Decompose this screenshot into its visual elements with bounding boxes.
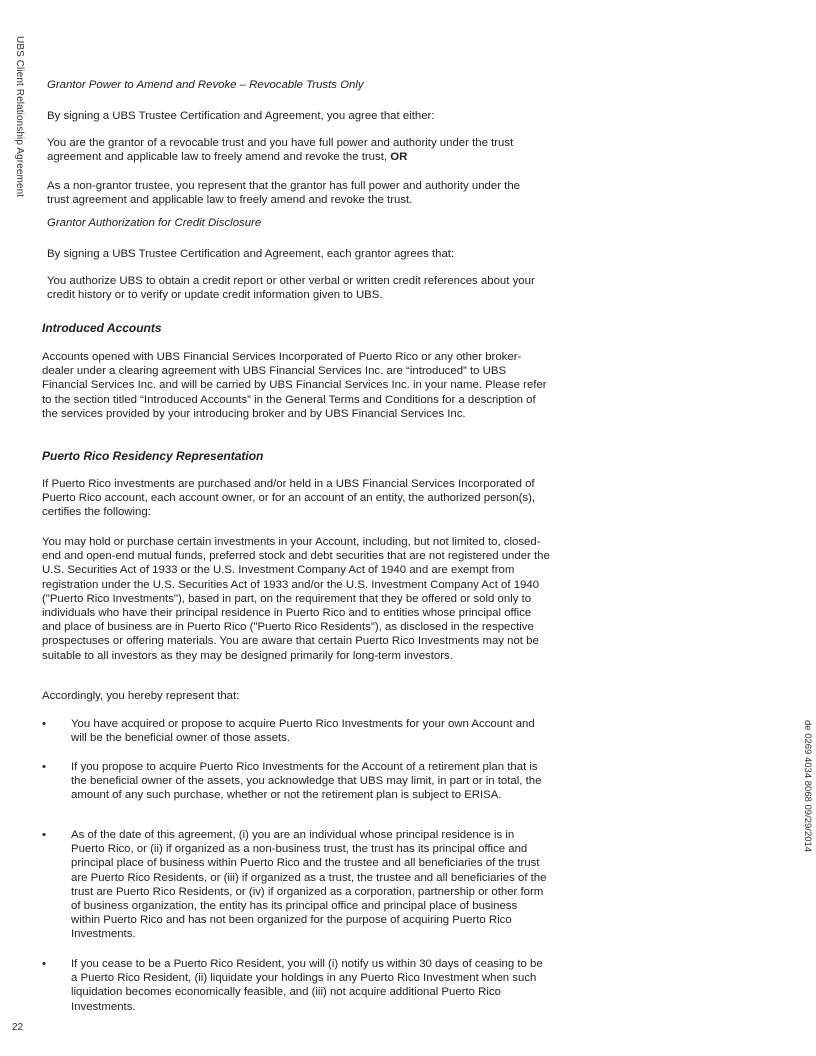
grantor-power-intro: By signing a UBS Trustee Certification and Agreement, you agree that either:: [47, 110, 435, 122]
bullet-marker: •: [42, 761, 46, 773]
grantor-credit-intro: By signing a UBS Trustee Certification and Agreement, each grantor agrees that:: [47, 248, 455, 260]
bullet-marker: •: [42, 718, 46, 730]
grantor-credit-title: Grantor Authorization for Credit Disclosure: [47, 217, 262, 229]
grantor-power-option-1-text: You are the grantor of a revocable trust and you have full power and authority under the trust agreement and applicable law to freely amend and revoke the trust,: [47, 137, 514, 164]
pr-residency-para-1: If Puerto Rico investments are purchased and/or held in a UBS Financial Services Incorporated of Puerto Rico account, each account owner, or for an account of an entity, the authorized person(s), certifies the following:: [42, 478, 536, 519]
or-label: OR: [390, 151, 408, 164]
grantor-power-option-1: [47, 136, 542, 164]
document-side-label: UBS Client Relationship Agreement: [14, 36, 26, 198]
list-item: If you cease to be a Puerto Rico Resident, you will (i) notify us within 30 days of ceasing to be a Puerto Rico Resident, (ii) liquidate your holdings in any Puerto Rico Investment when such liquidation becomes economically feasible, and (iii) not acquire additional Puerto Rico Investments.: [71, 958, 543, 1013]
list-item: If you propose to acquire Puerto Rico Investments for the Account of a retirement plan that is the beneficial owner of the assets, you acknowledge that UBS may limit, in part or in total, the amount of any such purchase, whether or not the retirement plan is subject to ERISA.: [71, 761, 542, 802]
pr-residency-heading: Puerto Rico Residency Representation: [42, 449, 264, 463]
introduced-accounts-body: Accounts opened with UBS Financial Services Incorporated of Puerto Rico or any other broker-dealer under a clearing agreement with UBS Financial Services Inc. are “introduced” to UBS Financial Services Inc. and will be carried by UBS Financial Services Inc. in your name. Please refer to the section titled “Introduced Accounts” in the General Terms and Conditions for a description of the services provided by your introducing broker and by UBS Financial Services Inc.: [42, 351, 547, 420]
bullet-marker: •: [42, 829, 46, 841]
list-item: You have acquired or propose to acquire Puerto Rico Investments for your own Account and will be the beneficial owner of those assets.: [71, 718, 535, 745]
grantor-power-title: Grantor Power to Amend and Revoke – Revocable Trusts Only: [47, 79, 364, 91]
page-number: 22: [12, 1022, 24, 1033]
pr-residency-para-2: You may hold or purchase certain investments in your Account, including, but not limited to, closed-end and open-end mutual funds, preferred stock and debt securities that are not registered under the U.S. Securities Act of 1933 or the U.S. Investment Company Act of 1940 and are exempt from registration under the U.S. Securities Act of 1933 and/or the U.S. Investment Company Act of 1940 ("Puerto Rico Investments"), based in part, on the requirement that they be offered or sold only to individuals who have their principal residence in Puerto Rico and to entities whose principal office and place of business are in Puerto Rico ("Puerto Rico Residents"), as disclosed in the respective prospectuses or offering materials. You are aware that certain Puerto Rico Investments may not be suitable to all investors as they may be designed primarily for long-term investors.: [42, 536, 550, 662]
document-code: de 0269 4034 8068 09/29/2014: [802, 720, 814, 853]
introduced-accounts-heading: Introduced Accounts: [42, 321, 162, 335]
bullet-marker: •: [42, 958, 46, 970]
grantor-credit-body: You authorize UBS to obtain a credit report or other verbal or written credit references about your credit history or to verify or update credit information given to UBS.: [47, 275, 535, 302]
pr-residency-para-3: Accordingly, you hereby represent that:: [42, 690, 240, 702]
list-item: As of the date of this agreement, (i) you are an individual whose principal residence is in Puerto Rico, or (ii) if organized as a non-business trust, the trust has its principal office and principal place of business within Puerto Rico and the trustee and all beneficiaries of the trust are Puerto Rico Residents, or (iii) if organized as a trust, the trustee and all beneficiaries of the trust are Puerto Rico Residents, or (iv) if organized as a corporation, partnership or other form of business organization, the entity has its principal office and principal place of business within Puerto Rico and has not been organized for the purpose of acquiring Puerto Rico Investments.: [71, 829, 547, 941]
grantor-power-option-2: As a non-grantor trustee, you represent that the grantor has full power and authority under the trust agreement and applicable law to freely amend and revoke the trust.: [47, 180, 520, 207]
